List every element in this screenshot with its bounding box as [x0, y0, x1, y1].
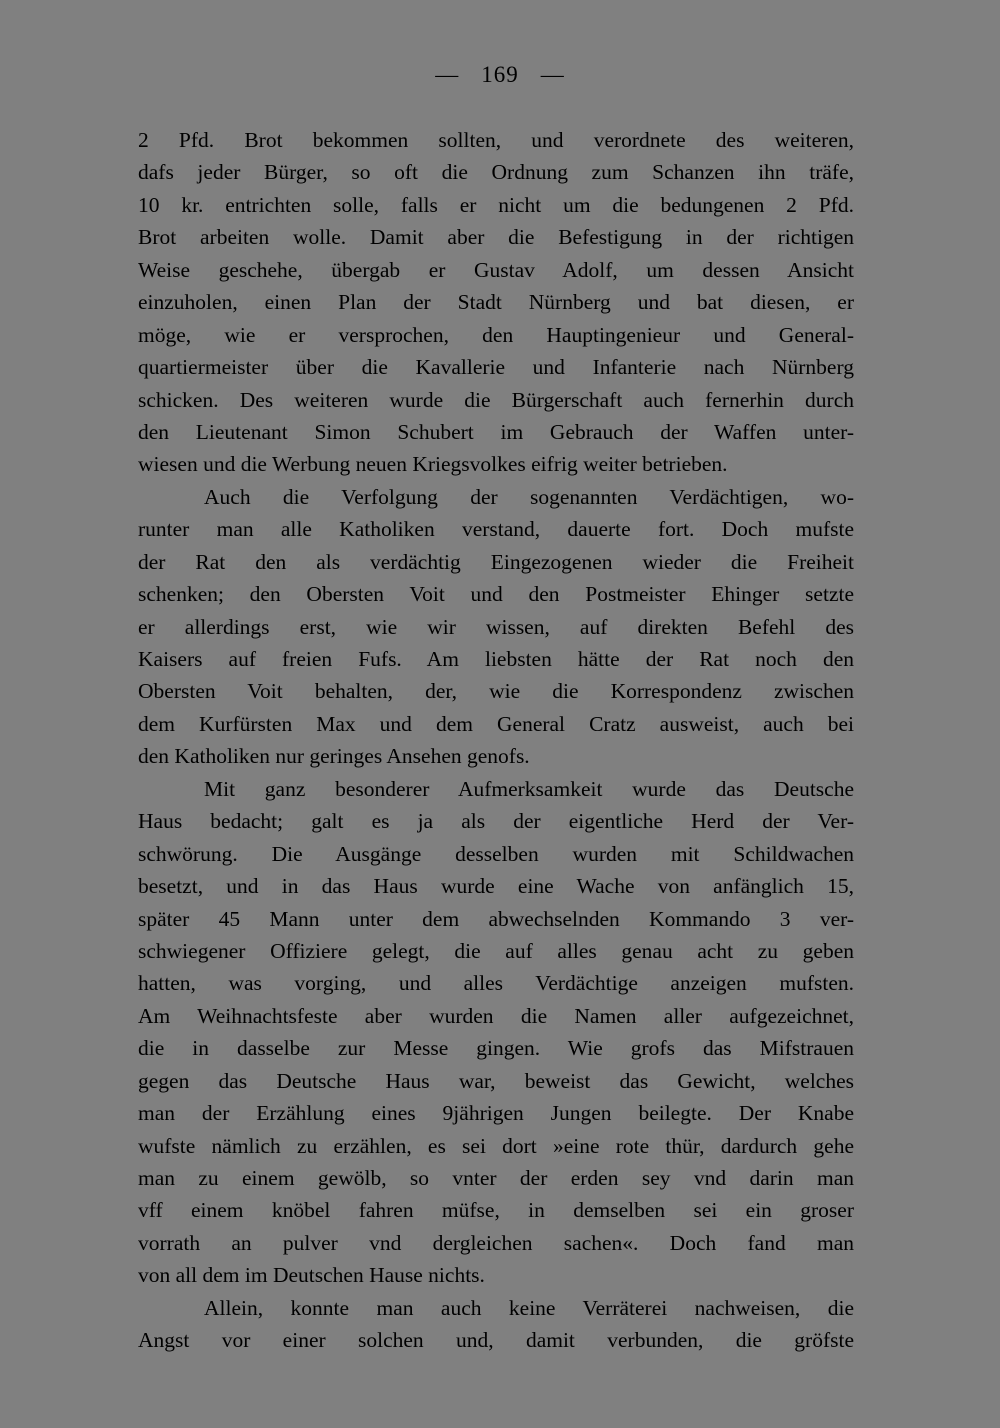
header-dash-right: —: [540, 62, 565, 87]
text-line: Mit ganz besonderer Aufmerksamkeit wurde das Deutsche: [204, 776, 854, 801]
text-line: vorrath an pulver vnd dergleichen sachen«. Doch fand man: [138, 1230, 854, 1255]
header-dash-left: —: [435, 62, 460, 87]
text-line: der Rat den als verdächtig Eingezogenen wieder die Freiheit: [138, 549, 854, 574]
text-line: Weise geschehe, übergab er Gustav Adolf, um dessen Ansicht: [138, 257, 854, 282]
text-line: den Katholiken nur geringes Ansehen genofs.: [138, 744, 530, 769]
text-line: später 45 Mann unter dem abwechselnden Kommando 3 ver-: [138, 906, 854, 931]
text-line: Auch die Verfolgung der sogenannten Verdächtigen, wo-: [204, 484, 854, 509]
text-line: möge, wie er versprochen, den Hauptingenieur und General-: [138, 322, 854, 347]
text-line: dem Kurfürsten Max und dem General Cratz ausweist, auch bei: [138, 711, 854, 736]
text-line: wufste nämlich zu erzählen, es sei dort »eine rote thür, dardurch gehe: [138, 1133, 854, 1158]
text-line: quartiermeister über die Kavallerie und Infanterie nach Nürnberg: [138, 355, 854, 380]
text-line: schenken; den Obersten Voit und den Postmeister Ehinger setzte: [138, 582, 854, 607]
text-line: Kaisers auf freien Fufs. Am liebsten hätte der Rat noch den: [138, 647, 854, 671]
text-line: man zu einem gewölb, so vnter der erden sey vnd darin man: [138, 1166, 854, 1190]
page-number-header: [0, 62, 1000, 88]
text-line: man der Erzählung eines 9jährigen Jungen beilegte. Der Knabe: [138, 1101, 854, 1126]
page-number: 169: [481, 62, 519, 87]
text-line: hatten, was vorging, und alles Verdächtige anzeigen mufsten.: [138, 971, 854, 996]
text-line: Obersten Voit behalten, der, wie die Korrespondenz zwischen: [138, 679, 854, 704]
text-line: Am Weihnachtsfeste aber wurden die Namen aller aufgezeichnet,: [138, 1003, 854, 1028]
text-line: besetzt, und in das Haus wurde eine Wache von anfänglich 15,: [138, 874, 854, 899]
text-line: Brot arbeiten wolle. Damit aber die Befestigung in der richtigen: [138, 225, 854, 250]
text-line: wiesen und die Werbung neuen Kriegsvolkes eifrig weiter betrieben.: [138, 452, 728, 477]
text-line: vff einem knöbel fahren müfse, in demselben sei ein groser: [138, 1198, 854, 1223]
body-text: [138, 124, 854, 1357]
text-line: von all dem im Deutschen Hause nichts.: [138, 1263, 485, 1288]
text-line: Allein, konnte man auch keine Verräterei nachweisen, die: [204, 1295, 854, 1320]
text-line: dafs jeder Bürger, so oft die Ordnung zum Schanzen ihn träfe,: [138, 160, 854, 185]
text-line: 2 Pfd. Brot bekommen sollten, und verordnete des weiteren,: [138, 128, 854, 152]
text-line: einzuholen, einen Plan der Stadt Nürnberg und bat diesen, er: [138, 290, 854, 315]
text-line: Angst vor einer solchen und, damit verbunden, die gröfste: [138, 1328, 854, 1353]
text-line: schwörung. Die Ausgänge desselben wurden mit Schildwachen: [138, 841, 854, 866]
text-line: er allerdings erst, wie wir wissen, auf direkten Befehl des: [138, 614, 854, 639]
text-line: den Lieutenant Simon Schubert im Gebrauch der Waffen unter-: [138, 419, 854, 444]
text-line: 10 kr. entrichten solle, falls er nicht um die bedungenen 2 Pfd.: [138, 192, 854, 217]
text-line: Haus bedacht; galt es ja als der eigentliche Herd der Ver-: [138, 809, 854, 834]
text-line: schicken. Des weiteren wurde die Bürgerschaft auch fernerhin durch: [138, 387, 854, 412]
text-line: schwiegener Offiziere gelegt, die auf alles genau acht zu geben: [138, 938, 854, 963]
text-line: gegen das Deutsche Haus war, beweist das Gewicht, welches: [138, 1068, 854, 1093]
text-line: die in dasselbe zur Messe gingen. Wie grofs das Mifstrauen: [138, 1036, 854, 1061]
text-line: runter man alle Katholiken verstand, dauerte fort. Doch mufste: [138, 517, 854, 542]
